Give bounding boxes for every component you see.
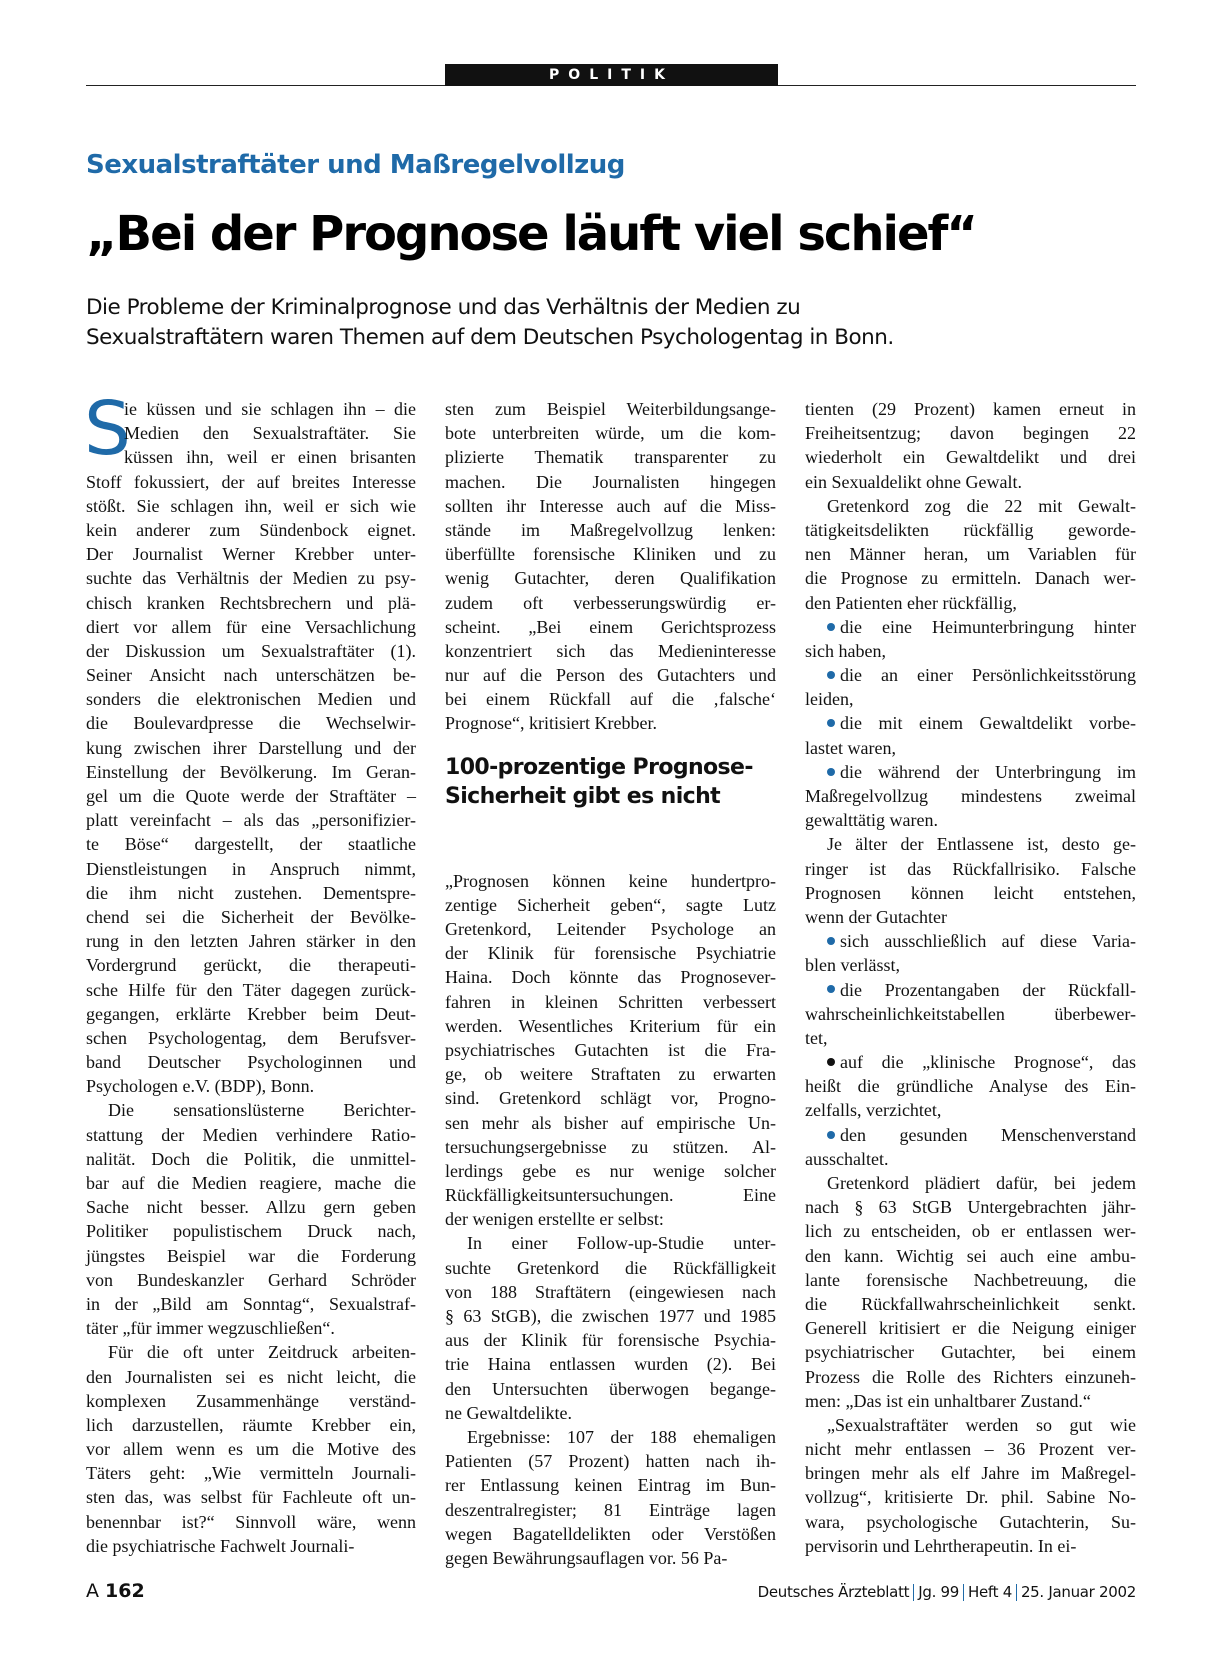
bullet-text: die während der Unterbringung im	[840, 761, 1136, 782]
text-line: den kann. Wichtig sei auch eine ambu-	[805, 1245, 1136, 1266]
text-line: men: „Das ist ein unhaltbarer Zustand.“	[805, 1390, 1091, 1411]
text-line: tet,	[805, 1027, 828, 1048]
text-line: jüngstes Beispiel war die Forderung	[86, 1245, 416, 1266]
text-line: bei einem Rückfall auf die ‚falsche‘	[445, 689, 776, 710]
text-line: Gretenkord plädiert dafür, bei jedem	[827, 1173, 1136, 1193]
text-line: psychiatrischer Gutachter, bei einem	[805, 1342, 1136, 1363]
text-line: psychiatrisches Gutachten ist die Fra-	[445, 1039, 776, 1060]
text-line: Gretenkord, Leitender Psychologe an	[445, 919, 776, 939]
text-line: die Rückfallwahrscheinlichkeit senkt.	[805, 1293, 1136, 1314]
text-line: wegen Bagatelldelikten oder Verstößen	[445, 1523, 776, 1544]
bullet-text: auf die „klinische Prognose“, das	[840, 1052, 1136, 1073]
text-line: ausschaltet.	[805, 1148, 889, 1169]
text-line: Einstellung der Bevölkerung. Im Geran-	[86, 761, 416, 782]
bullet-text: sich ausschließlich auf diese Varia-	[840, 931, 1136, 952]
text-line: konzentriert sich das Medieninteresse	[445, 640, 776, 661]
text-line: Haina. Doch könnte das Prognosever-	[445, 967, 776, 988]
text-line: zentige Sicherheit geben“, sagte Lutz	[445, 894, 776, 915]
text-line: schen Psychologentag, dem Berufsver-	[86, 1027, 416, 1048]
text-line: von 188 Straftätern (eingewiesen nach	[445, 1281, 776, 1302]
text-line	[805, 711, 1136, 735]
bullet-icon	[827, 1131, 835, 1139]
text-line: Sache nicht besser. Allzu gern geben	[86, 1197, 416, 1218]
text-line: den Journalisten sei es nicht leicht, die	[86, 1366, 416, 1387]
text-line: gel um die Quote werde der Straftäter –	[86, 786, 416, 806]
text-line: Freiheitsentzug; davon begingen 22	[805, 423, 1136, 444]
text-line: Prognose“, kritisiert Krebber.	[445, 713, 657, 734]
text-line: wenn der Gutachter	[805, 906, 947, 927]
text-line: ge, ob weitere Straftaten zu erwarten	[445, 1064, 776, 1085]
text-line: täter „für immer wegzuschließen“.	[86, 1318, 335, 1339]
text-line: aus der Klinik für forensische Psychia-	[445, 1330, 776, 1351]
text-line: sten zum Beispiel Weiterbildungsange-	[445, 399, 776, 419]
text-line	[805, 663, 1136, 687]
text-line: tätigkeitsdelikten rückfällig geworde-	[805, 519, 1136, 540]
column-2	[445, 397, 776, 1570]
page-prefix: A	[86, 1580, 99, 1602]
text-line: wenig Gutachter, deren Qualifikation	[445, 568, 776, 589]
text-line: zudem oft verbesserungswürdig er-	[445, 592, 776, 613]
text-line: sich haben,	[805, 640, 886, 661]
text-line	[805, 760, 1136, 784]
text-line: fahren in kleinen Schritten verbessert	[445, 991, 776, 1012]
text-line: Generell kritisiert er die Neigung einiger	[805, 1318, 1136, 1339]
text-line: der Klinik für forensische Psychiatrie	[445, 943, 776, 964]
text-line: der Diskussion um Sexualstraftäter (1).	[86, 640, 416, 661]
text-line: gegen Bewährungsauflagen vor. 56 Pa-	[445, 1547, 728, 1568]
column-3	[805, 397, 1136, 1558]
text-line	[805, 1123, 1136, 1147]
bullet-text: die mit einem Gewaltdelikt vorbe-	[840, 713, 1136, 734]
text-line: den Untersuchten überwogen begange-	[445, 1378, 776, 1399]
column-2-text-a	[445, 397, 776, 736]
text-line: Ergebnisse: 107 der 188 ehemaligen	[467, 1426, 776, 1447]
text-line: wara, psychologische Gutachterin, Su-	[805, 1511, 1136, 1532]
text-line: rer Entlassung keinen Eintrag im Bun-	[445, 1475, 776, 1496]
bullet-text: die eine Heimunterbringung hinter	[840, 616, 1136, 637]
text-line: ringer ist das Rückfallrisiko. Falsche	[805, 858, 1136, 879]
text-line: nalität. Doch die Politik, die unmittel-	[86, 1148, 416, 1169]
text-line: bote unterbreiten würde, um die kom-	[445, 423, 776, 444]
text-line: die psychiatrische Fachwelt Journali-	[86, 1535, 355, 1556]
kicker: Sexualstraftäter und Maßregelvollzug	[86, 150, 625, 180]
text-line: küssen ihn, weil er einen brisanten	[124, 447, 416, 468]
deck-line: Die Probleme der Kriminalprognose und das Verhältnis der Medien zu	[86, 295, 801, 320]
text-line: tersuchungsergebnisse zu stützen. Al-	[445, 1136, 776, 1157]
text-line: lerdings gebe es nur wenige solcher	[445, 1160, 776, 1181]
journal-date: 25. Januar 2002	[1020, 1583, 1136, 1601]
headline: „Bei der Prognose läuft viel schief“	[86, 206, 976, 262]
text-line: Stoff fokussiert, der auf breites Interesse	[86, 471, 416, 492]
text-line: lastet waren,	[805, 737, 896, 758]
text-line: stößt. Sie schlagen ihn, weil er sich wie	[86, 495, 416, 516]
text-line: lante forensische Nachbetreuung, die	[805, 1269, 1136, 1290]
text-line: blen verlässt,	[805, 955, 900, 976]
text-line: sen mehr als bisher auf empirische Un-	[445, 1112, 776, 1133]
text-line: band Deutscher Psychologinnen und	[86, 1052, 416, 1073]
text-line: Der Journalist Werner Krebber unter-	[86, 544, 416, 565]
text-line: Dienstleistungen in Anspruch nimmt,	[86, 858, 416, 879]
bullet-text: die Prozentangaben der Rückfall-	[840, 979, 1136, 1000]
text-line: überfüllte forensische Kliniken und zu	[445, 544, 776, 565]
journal-issue: Heft 4	[968, 1583, 1012, 1601]
text-line: Seiner Ansicht nach unterschätzen be-	[86, 665, 416, 686]
text-line: § 63 StGB), die zwischen 1977 und 1985	[445, 1306, 776, 1326]
text-line: in der „Bild am Sonntag“, Sexualstraf-	[86, 1293, 416, 1314]
bullet-icon	[827, 937, 835, 945]
text-line	[805, 929, 1136, 953]
text-line: bar auf die Medien reagiere, mache die	[86, 1173, 416, 1193]
text-line: den Patienten eher rückfällig,	[805, 592, 1017, 613]
text-line: gewalttätig waren.	[805, 810, 938, 831]
text-line: die Boulevardpresse die Wechselwir-	[86, 713, 416, 734]
text-line: ein Sexualdelikt ohne Gewalt.	[805, 471, 1022, 492]
text-line: die ihm nicht zustehen. Dementspre-	[86, 882, 416, 903]
text-line: komplexen Zusammenhänge verständ-	[86, 1390, 416, 1411]
text-line: heißt die gründliche Analyse des Ein-	[805, 1076, 1136, 1097]
text-line: Täters geht: „Wie vermitteln Journali-	[86, 1463, 416, 1484]
text-line: Prognosen können leicht entstehen,	[805, 882, 1136, 903]
section-label: POLITIK	[445, 64, 778, 86]
bullet-icon	[827, 623, 835, 631]
page-number	[86, 1580, 145, 1602]
text-line: Je älter der Entlassene ist, desto ge-	[827, 834, 1136, 855]
text-line: leiden,	[805, 689, 854, 710]
column-2-text-b	[445, 869, 776, 1570]
text-line: wiederholt ein Gewaltdelikt und drei	[805, 447, 1136, 468]
text-line: kung zwischen ihrer Darstellung und der	[86, 737, 416, 758]
drop-cap: S	[84, 386, 131, 472]
text-line: Vordergrund gerückt, die therapeuti-	[86, 955, 416, 976]
subheading-line: 100-prozentige Prognose-	[445, 754, 753, 780]
text-line: suchte Gretenkord die Rückfälligkeit	[445, 1257, 776, 1278]
bullet-icon	[827, 719, 835, 727]
text-line: werden. Wesentliches Kriterium für ein	[445, 1015, 776, 1036]
text-line	[805, 1050, 1136, 1074]
text-line: platt vereinfacht – als das „personifizier-	[86, 810, 416, 831]
text-line: chend sei die Sicherheit der Bevölke-	[86, 906, 416, 927]
text-line: „Sexualstraftäter werden so gut wie	[827, 1414, 1136, 1435]
text-line: benennbar ist?“ Sinnvoll wäre, wenn	[86, 1511, 416, 1532]
text-line: pervisorin und Lehrtherapeutin. In ei-	[805, 1535, 1077, 1556]
text-line: diert vor allem für eine Versachlichung	[86, 616, 416, 637]
text-line: der wenigen erstellte er selbst:	[445, 1209, 664, 1230]
text-line: Patienten (57 Prozent) hatten nach ih-	[445, 1451, 776, 1472]
text-line: vollzug“, kritisierte Dr. phil. Sabine No-	[805, 1487, 1136, 1508]
text-line: bringen mehr als elf Jahre im Maßregel-	[805, 1463, 1136, 1484]
text-line: „Prognosen können keine hundertpro-	[445, 870, 776, 891]
text-line: plizierte Thematik transparenter zu	[445, 447, 776, 468]
bullet-icon	[827, 985, 835, 993]
text-line: scheint. „Bei einem Gerichtsprozess	[445, 616, 776, 637]
bullet-icon	[827, 1058, 835, 1066]
text-line: sten das, was selbst für Fachleute oft un-	[86, 1487, 416, 1508]
bullet-icon	[827, 768, 835, 776]
bullet-text: die an einer Persönlichkeitsstörung	[840, 665, 1136, 686]
journal-footer	[758, 1583, 1136, 1601]
text-line: lich darzustellen, räumte Krebber ein,	[86, 1414, 416, 1435]
journal-volume: Jg. 99	[918, 1583, 960, 1601]
subheading-line: Sicherheit gibt es nicht	[445, 783, 721, 809]
text-line: te Böse“ dargestellt, der staatliche	[86, 834, 416, 855]
text-line: sollten ihr Interesse auch auf die Miss-	[445, 495, 776, 516]
text-line	[805, 615, 1136, 639]
text-line: stände im Maßregelvollzug lenken:	[445, 519, 776, 540]
bullet-text: den gesunden Menschenverstand	[840, 1124, 1136, 1145]
text-line: Politiker populistischem Druck nach,	[86, 1221, 416, 1242]
text-line: nicht mehr entlassen – 36 Prozent ver-	[805, 1439, 1136, 1460]
text-line: In einer Follow-up-Studie unter-	[467, 1233, 776, 1254]
text-line: suchte das Verhältnis der Medien zu psy-	[86, 568, 416, 589]
text-line: ne Gewaltdelikte.	[445, 1402, 572, 1423]
text-line: sche Hilfe für den Täter dagegen zurück-	[86, 979, 416, 1000]
text-line: lich zu entscheiden, ob er entlassen wer-	[805, 1221, 1136, 1242]
text-line: nen Männer heran, um Variablen für	[805, 544, 1136, 565]
deck-line: Sexualstraftätern waren Themen auf dem Deutschen Psychologentag in Bonn.	[86, 325, 894, 350]
text-line: nur auf die Person des Gutachters und	[445, 665, 776, 686]
column-1	[86, 397, 416, 1558]
text-line: Medien den Sexualstraftäter. Sie	[124, 423, 416, 444]
text-line: chisch kranken Rechtsbrechern und plä-	[86, 592, 416, 613]
journal-name: Deutsches Ärzteblatt	[757, 1583, 910, 1601]
page-number-value: 162	[105, 1580, 145, 1602]
text-line: kein anderer zum Sündenbock eignet.	[86, 519, 416, 540]
text-line: sonders die elektronischen Medien und	[86, 689, 416, 710]
deck	[86, 293, 1146, 353]
text-line: Prozess die Rolle des Richters einzuneh-	[805, 1366, 1136, 1387]
text-line: vor allem wenn es um die Motive des	[86, 1439, 416, 1460]
text-line: tienten (29 Prozent) kamen erneut in	[805, 399, 1136, 419]
text-line: trie Haina entlassen wurden (2). Bei	[445, 1354, 776, 1375]
text-line: wahrscheinlichkeitstabellen überbewer-	[805, 1003, 1136, 1024]
text-line: von Bundeskanzler Gerhard Schröder	[86, 1269, 416, 1290]
text-line: stattung der Medien verhindere Ratio-	[86, 1124, 416, 1145]
bullet-icon	[827, 671, 835, 679]
text-line: ie küssen und sie schlagen ihn – die	[124, 399, 416, 419]
text-line: Maßregelvollzug mindestens zweimal	[805, 786, 1136, 806]
text-line: nach § 63 StGB Untergebrachten jähr-	[805, 1197, 1136, 1218]
text-line: Die sensationslüsterne Berichter-	[108, 1100, 416, 1121]
text-line: rung in den letzten Jahren stärker in den	[86, 931, 416, 952]
subheading	[445, 736, 776, 869]
text-line: Für die oft unter Zeitdruck arbeiten-	[108, 1342, 416, 1363]
text-line: deszentralregister; 81 Einträge lagen	[445, 1499, 776, 1520]
text-line	[805, 978, 1136, 1002]
text-line: sind. Gretenkord schlägt vor, Progno-	[445, 1088, 776, 1109]
text-line: machen. Die Journalisten hingegen	[445, 471, 776, 492]
text-line: Rückfälligkeitsuntersuchungen. Eine	[445, 1185, 776, 1206]
text-line: zelfalls, verzichtet,	[805, 1100, 942, 1121]
text-line: Gretenkord zog die 22 mit Gewalt-	[827, 495, 1136, 516]
text-line: gegangen, erklärte Krebber beim Deut-	[86, 1003, 416, 1024]
text-line: Psychologen e.V. (BDP), Bonn.	[86, 1076, 315, 1097]
text-line: die Prognose zu ermitteln. Danach wer-	[805, 568, 1136, 589]
